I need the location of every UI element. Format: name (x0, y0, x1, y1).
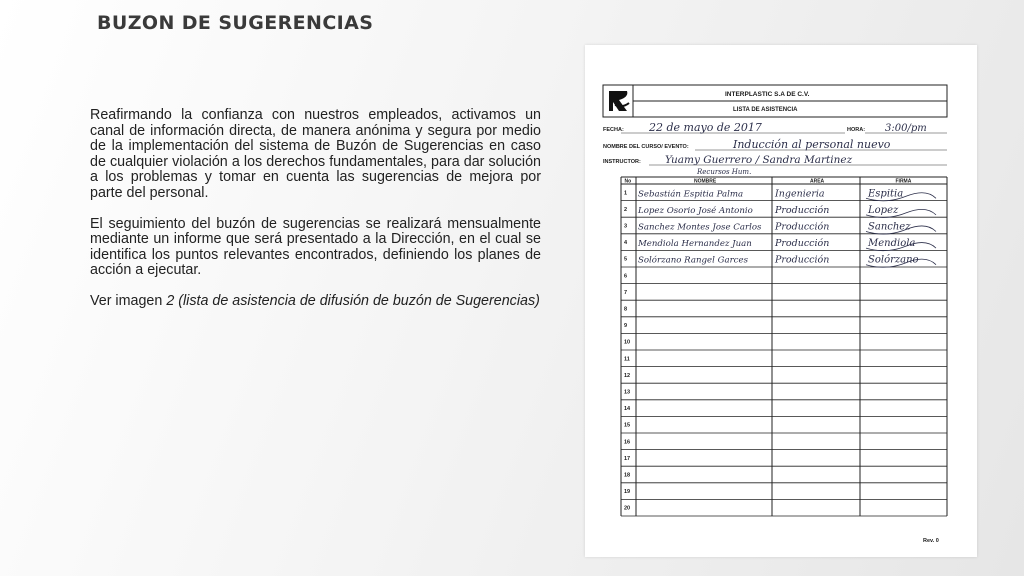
column-header-no: No (624, 178, 632, 185)
row-number: 16 (624, 439, 631, 446)
row-firma-signature: Lopez (868, 204, 899, 216)
label-instructor: INSTRUCTOR: (603, 159, 641, 165)
company-name: INTERPLASTIC S.A DE C.V. (725, 91, 810, 98)
company-logo (609, 91, 629, 111)
value-curso: Inducción al personal nuevo (733, 138, 891, 151)
row-nombre: Sebastián Espitia Palma (638, 189, 744, 200)
row-number: 17 (624, 455, 631, 462)
column-header-firma: FIRMA (895, 178, 912, 185)
row-area: Ingenieria (775, 188, 825, 200)
label-fecha: FECHA: (603, 127, 624, 133)
row-number: 3 (624, 223, 628, 230)
row-number: 18 (624, 472, 631, 479)
row-number: 15 (624, 422, 631, 429)
value-fecha: 22 de mayo de 2017 (649, 121, 762, 134)
row-number: 20 (624, 505, 631, 512)
row-nombre: Mendiola Hernandez Juan (638, 239, 752, 250)
row-firma-signature: Espitia (868, 188, 904, 200)
attendance-list-scan (585, 45, 977, 557)
body-text (90, 108, 541, 325)
row-nombre: Lopez Osorio José Antonio (638, 205, 753, 216)
row-nombre: Solórzano Rangel Garces (638, 255, 748, 266)
value-instructor-line2: Recursos Hum. (697, 168, 752, 176)
row-number: 13 (624, 389, 631, 396)
row-area: Producción (775, 254, 830, 266)
row-number: 5 (624, 256, 628, 263)
row-number: 7 (624, 289, 628, 296)
revision-label: Rev. 0 (923, 538, 939, 544)
row-number: 12 (624, 372, 631, 379)
attendance-table (621, 177, 947, 516)
slide-title: BUZON DE SUGERENCIAS (97, 12, 374, 34)
paragraph-image-reference (90, 294, 541, 310)
row-number: 14 (624, 406, 631, 413)
row-area: Producción (775, 221, 830, 233)
row-firma-signature: Mendiola (868, 238, 916, 250)
image-reference-prefix: Ver imagen (90, 292, 163, 309)
label-hora: HORA: (847, 127, 866, 133)
row-area: Producción (775, 238, 830, 250)
row-number: 11 (624, 356, 630, 363)
row-firma-signature: Sanchez (868, 221, 911, 233)
column-header-nombre: NOMBRE (694, 178, 717, 185)
value-hora: 3:00/pm (885, 123, 927, 134)
row-firma-signature: Solórzano (868, 254, 919, 266)
column-header-area: AREA (810, 178, 825, 185)
row-number: 9 (624, 323, 628, 330)
form-title: LISTA DE ASISTENCIA (733, 107, 798, 113)
value-instructor: Yuamy Guerrero / Sandra Martinez (665, 154, 853, 166)
attendance-list-image (585, 45, 977, 557)
row-nombre: Sanchez Montes Jose Carlos (638, 222, 762, 233)
row-number: 6 (624, 273, 628, 280)
row-area: Producción (775, 204, 830, 216)
paragraph-intro: Reafirmando la confianza con nuestros empleados, activamos un canal de información directa, de manera anónima y segura por medio de la implementación del sistema de Buzón de Sugerencias en caso de cualquier violación a los derechos fundamentales, para dar solución a los problemas y tomar en cuenta las sugerencias de mejora por parte del personal. (90, 107, 541, 201)
row-number: 1 (624, 190, 628, 197)
row-number: 8 (624, 306, 628, 313)
paragraph-seguimiento: El seguimiento del buzón de sugerencias se realizará mensualmente mediante un informe que será presentado a la Dirección, en el cual se identifica los puntos relevantes encontrados, definiendo los planes de acción a ejecutar. (90, 215, 541, 279)
row-number: 10 (624, 339, 631, 346)
label-curso: NOMBRE DEL CURSO/ EVENTO: (603, 144, 689, 150)
image-reference-detail: 2 (lista de asistencia de difusión de buzón de Sugerencias) (166, 292, 540, 309)
row-number: 2 (624, 206, 628, 213)
row-number: 4 (624, 240, 628, 247)
row-number: 19 (624, 489, 631, 496)
